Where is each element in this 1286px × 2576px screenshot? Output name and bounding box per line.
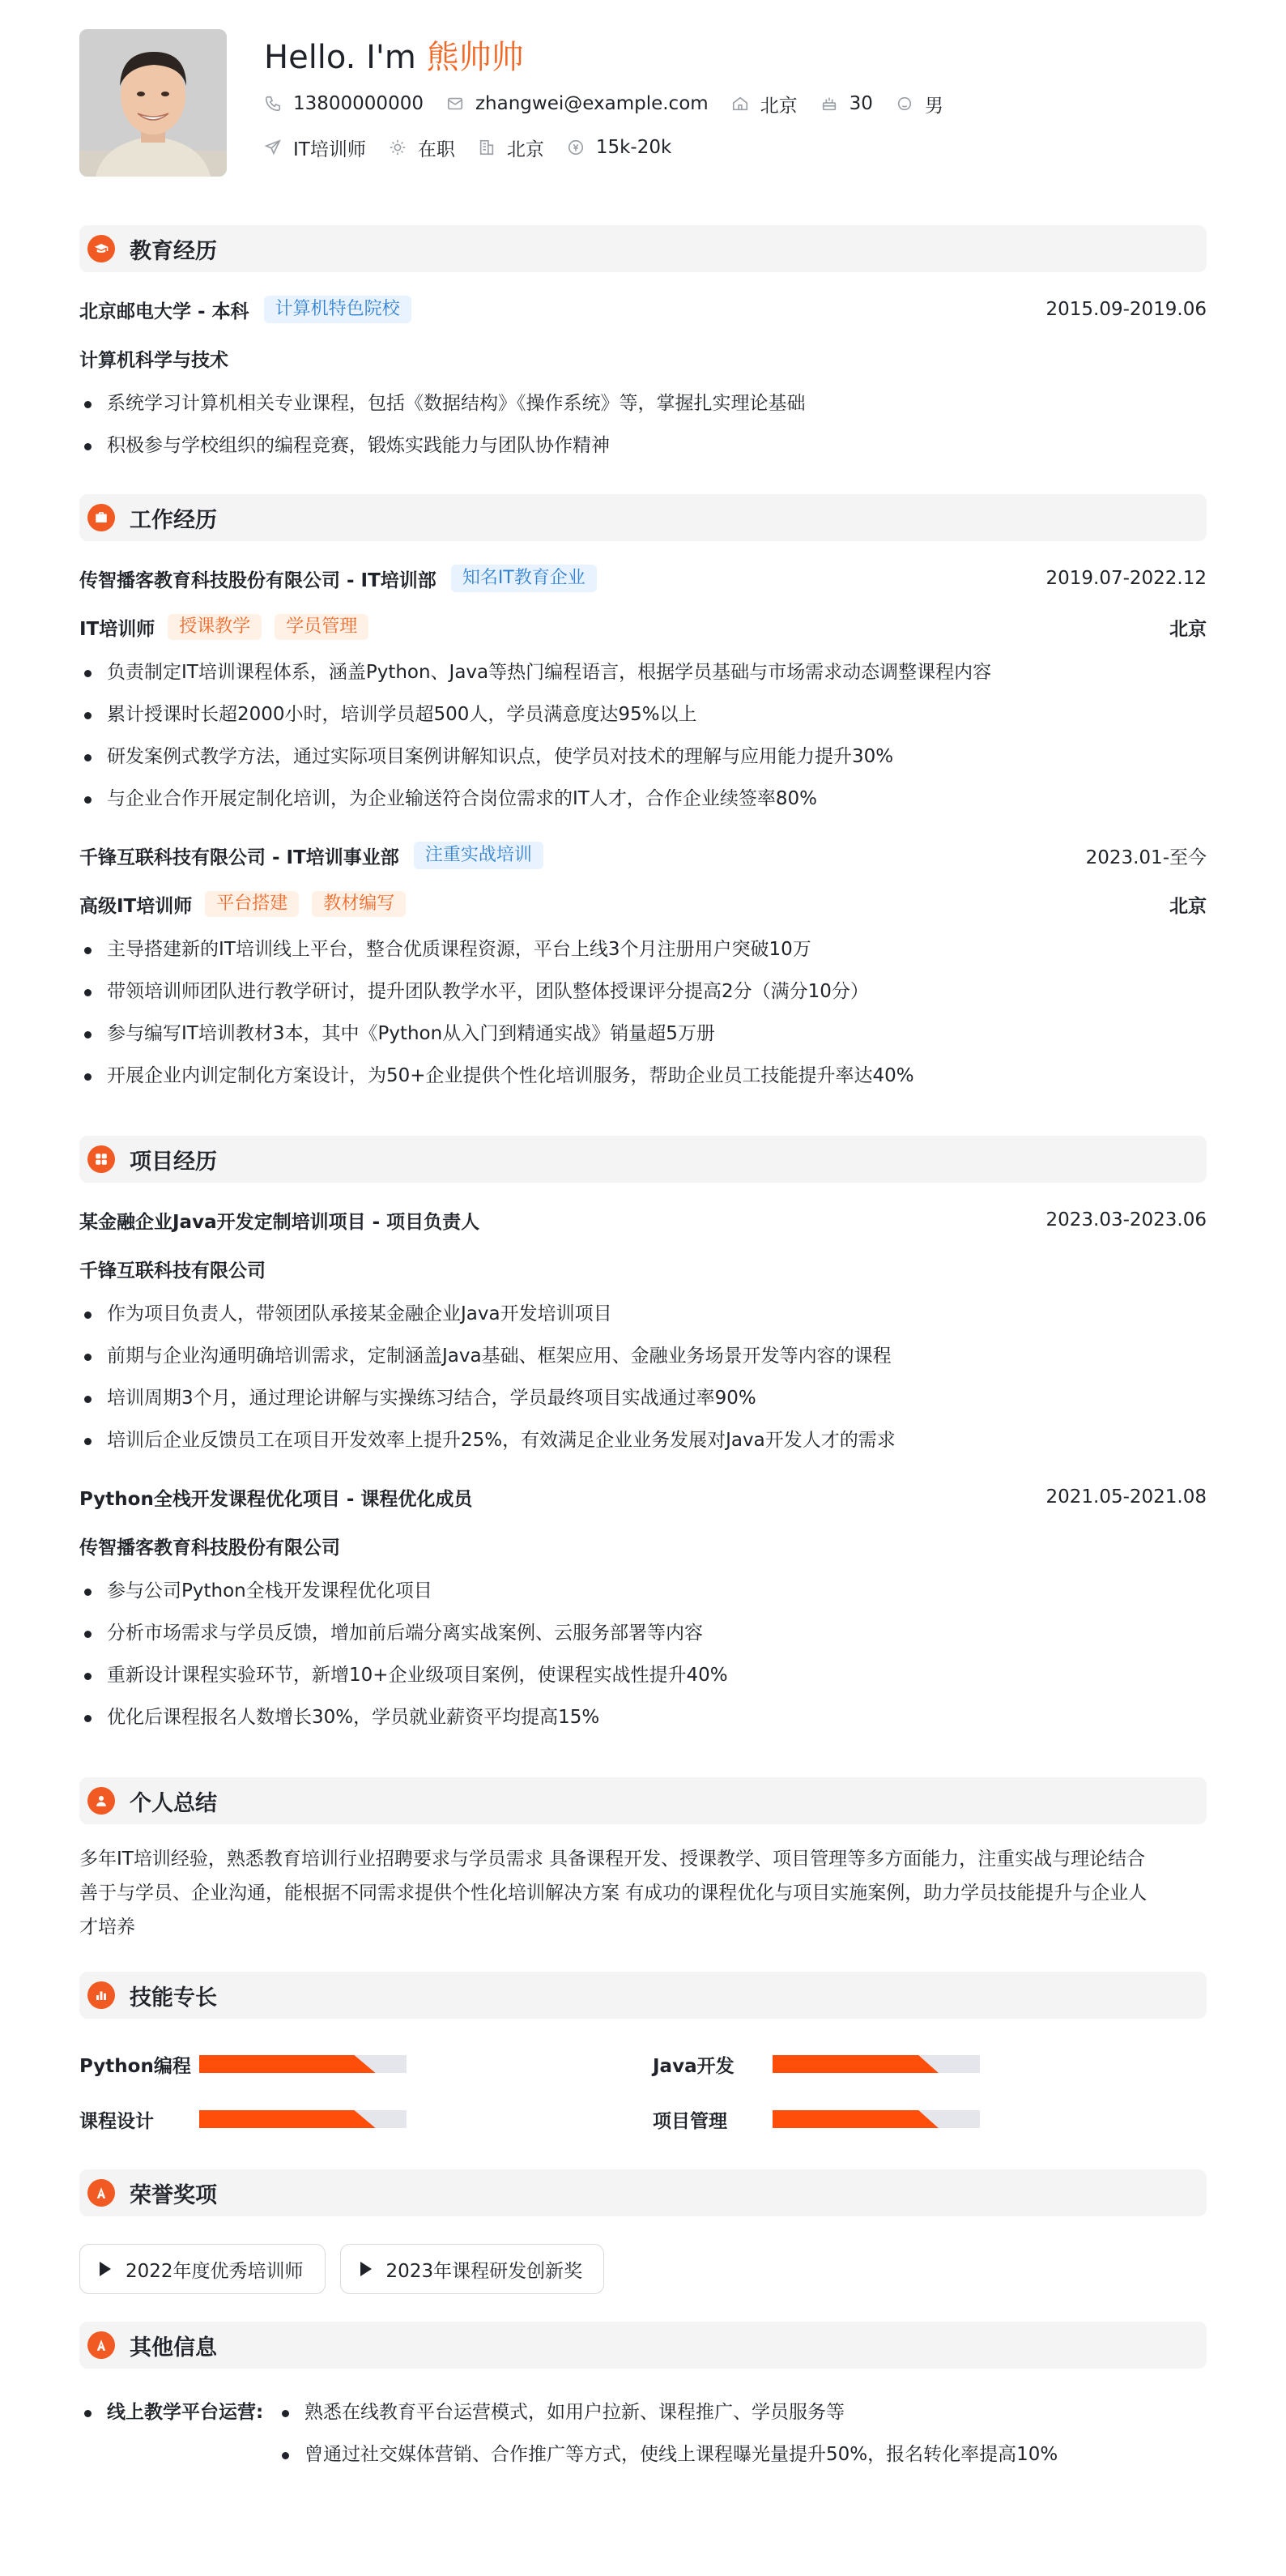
work-entry [79, 554, 1207, 820]
status-item: 在职 [389, 134, 455, 161]
company-name: 千锋互联科技有限公司 - IT培训事业部 [79, 847, 399, 868]
skill-name: 项目管理 [653, 2110, 727, 2132]
phone-item: 13800000000 [264, 93, 424, 114]
section-title: 个人总结 [130, 1790, 217, 1816]
list-item: 前期与企业沟通明确培训需求，定制涵盖Java基础、框架应用、金融业务场景开发等内容的课程 [79, 1335, 1207, 1377]
work-date: 2023.01-至今 [1085, 847, 1207, 868]
list-item: 熟悉在线教育平台运营模式，如用户拉新、课程推广、学员服务等 [277, 2391, 1058, 2433]
skill-bar-fill [773, 2055, 939, 2073]
work-location: 北京 [1169, 895, 1207, 917]
skills-grid [79, 2036, 1207, 2147]
city-item: 北京 [731, 91, 798, 117]
work-location: 北京 [1169, 618, 1207, 640]
cake-icon [820, 95, 838, 113]
role-tag: 授课教学 [168, 614, 262, 640]
skill-name: 课程设计 [79, 2110, 154, 2132]
header-info [264, 29, 966, 168]
honors-list [79, 2244, 1207, 2294]
project-name: 某金融企业Java开发定制培训项目 - 项目负责人 [79, 1211, 480, 1233]
honors-section-header [79, 2169, 1207, 2216]
project-name: Python全栈开发课程优化项目 - 课程优化成员 [79, 1488, 473, 1510]
play-icon [100, 2262, 111, 2276]
list-item: 开展企业内训定制化方案设计，为50+企业提供个性化培训服务，帮助企业员工技能提升率达40% [79, 1055, 1207, 1097]
section-title: 工作经历 [130, 507, 217, 533]
list-item: 累计授课时长超2000小时，培训学员超500人，学员满意度达95%以上 [79, 693, 1207, 736]
skill-item [79, 2092, 653, 2147]
list-item: 分析市场需求与学员反馈，增加前后端分离实战案例、云服务部署等内容 [79, 1612, 1207, 1654]
education-bullets [79, 382, 1207, 467]
skill-item [653, 2036, 1139, 2092]
job-role: IT培训师 [79, 618, 155, 640]
skill-name: Python编程 [79, 2055, 191, 2077]
work-bullets [79, 651, 1207, 820]
major: 计算机科学与技术 [79, 349, 228, 371]
role-tag: 平台搭建 [205, 891, 299, 917]
skill-bar-fill [773, 2110, 939, 2128]
skills-section-header [79, 1972, 1207, 2019]
school-tag: 计算机特色院校 [264, 296, 411, 323]
list-item: 优化后课程报名人数增长30%，学员就业薪资平均提高15% [79, 1696, 1207, 1738]
summary-text: 多年IT培训经验，熟悉教育培训行业招聘要求与学员需求 具备课程开发、授课教学、项目管理等多方面能力，注重实战与理论结合 善于与学员、企业沟通，能根据不同需求提供个性化培训解决方案 有成功的课程优化与项目实施案例，助力学员技能提升与企业人 才培养 [79, 1849, 1148, 1938]
home-icon [731, 95, 749, 113]
project-date: 2021.05-2021.08 [1045, 1486, 1207, 1508]
resume-header [79, 29, 1207, 191]
skill-bar-fill [199, 2110, 376, 2128]
building-icon [478, 139, 496, 156]
skill-bar-fill [199, 2055, 376, 2073]
list-item: 负责制定IT培训课程体系，涵盖Python、Java等热门编程语言，根据学员基础与市场需求动态调整课程内容 [79, 651, 1207, 693]
section-title: 教育经历 [130, 238, 217, 264]
contact-row [264, 83, 966, 125]
list-item: 主导搭建新的IT培训线上平台，整合优质课程资源，平台上线3个月注册用户突破10万 [79, 928, 1207, 970]
other-section-header [79, 2322, 1207, 2369]
skill-bar [199, 2055, 407, 2073]
other-bullets [277, 2391, 1058, 2476]
other-info [79, 2391, 1207, 2476]
skill-item [79, 2036, 653, 2092]
gender-icon [896, 95, 913, 113]
company-tag: 注重实战培训 [414, 842, 543, 869]
send-icon [264, 139, 282, 156]
skill-item [653, 2092, 1139, 2147]
skill-bar [773, 2110, 980, 2128]
briefcase-icon [87, 504, 115, 531]
project-date: 2023.03-2023.06 [1045, 1209, 1207, 1230]
gender-item: 男 [896, 91, 943, 117]
skill-name: Java开发 [653, 2055, 735, 2077]
job-role: 高级IT培训师 [79, 895, 193, 917]
list-item: 培训后企业反馈员工在项目开发效率上提升25%，有效满足企业业务发展对Java开发人才的需求 [79, 1419, 1207, 1461]
job-row [264, 126, 966, 168]
salary-item: 15k-20k [567, 137, 671, 158]
greeting: Hello. I'm 熊帅帅 [264, 39, 524, 76]
role-tag: 教材编写 [312, 891, 406, 917]
list-item: 参与编写IT培训教材3本，其中《Python从入门到精通实战》销量超5万册 [79, 1013, 1207, 1055]
work-date: 2019.07-2022.12 [1045, 568, 1207, 589]
position-item: IT培训师 [264, 134, 366, 161]
list-item: 带领培训师团队进行教学研讨，提升团队教学水平，团队整体授课评分提高2分（满分10分） [79, 970, 1207, 1013]
mail-icon [446, 95, 464, 113]
avatar [79, 29, 227, 177]
honor-item: 2022年度优秀培训师 [79, 2244, 326, 2294]
user-icon [87, 1787, 115, 1815]
project-entry [79, 1473, 1207, 1738]
section-title: 其他信息 [130, 2335, 217, 2361]
bar-chart-icon [87, 1981, 115, 2009]
education-entry [79, 285, 1207, 467]
list-item: 重新设计课程实验环节，新增10+企业级项目案例，使课程实战性提升40% [79, 1654, 1207, 1696]
work-entry [79, 831, 1207, 1097]
project-org: 传智播客教育科技股份有限公司 [79, 1537, 340, 1559]
list-item: 积极参与学校组织的编程竞赛，锻炼实践能力与团队协作精神 [79, 424, 1207, 467]
education-section-header [79, 225, 1207, 272]
role-tag: 学员管理 [275, 614, 368, 640]
projects-section-header [79, 1136, 1207, 1183]
work-section-header [79, 494, 1207, 541]
summary-section-header [79, 1777, 1207, 1824]
list-item: 参与公司Python全栈开发课程优化项目 [79, 1570, 1207, 1612]
list-item: 曾通过社交媒体营销、合作推广等方式，使线上课程曝光量提升50%，报名转化率提高10% [277, 2433, 1058, 2476]
play-icon [360, 2262, 372, 2276]
status-icon [389, 139, 407, 156]
other-label: 线上教学平台运营: [79, 2391, 277, 2433]
section-title: 项目经历 [130, 1149, 217, 1175]
list-item: 与企业合作开展定制化培训，为企业输送符合岗位需求的IT人才，合作企业续签率80% [79, 778, 1207, 820]
award-icon [87, 2179, 115, 2207]
company-tag: 知名IT教育企业 [451, 565, 597, 592]
email-item: zhangwei@example.com [446, 93, 709, 114]
project-bullets [79, 1293, 1207, 1461]
salary-icon [567, 139, 585, 156]
company-name: 传智播客教育科技股份有限公司 - IT培训部 [79, 569, 436, 591]
graduation-cap-icon [87, 235, 115, 262]
project-org: 千锋互联科技有限公司 [79, 1260, 266, 1282]
work-city-item: 北京 [478, 134, 544, 161]
work-bullets [79, 928, 1207, 1097]
education-date: 2015.09-2019.06 [1045, 299, 1207, 320]
phone-icon [264, 95, 282, 113]
list-item: 研发案例式教学方法，通过实际项目案例讲解知识点，使学员对技术的理解与应用能力提升30% [79, 736, 1207, 778]
section-title: 技能专长 [130, 1985, 217, 2011]
list-item: 系统学习计算机相关专业课程，包括《数据结构》《操作系统》等，掌握扎实理论基础 [79, 382, 1207, 424]
list-item: 培训周期3个月，通过理论讲解与实操练习结合，学员最终项目实战通过率90% [79, 1377, 1207, 1419]
project-bullets [79, 1570, 1207, 1738]
age-item: 30 [820, 93, 873, 114]
project-entry [79, 1196, 1207, 1461]
grid-icon [87, 1145, 115, 1173]
skill-bar [773, 2055, 980, 2073]
skill-bar [199, 2110, 407, 2128]
section-title: 荣誉奖项 [130, 2182, 217, 2208]
list-item: 作为项目负责人，带领团队承接某金融企业Java开发培训项目 [79, 1293, 1207, 1335]
school-name: 北京邮电大学 - 本科 [79, 301, 249, 322]
info-icon [87, 2331, 115, 2359]
honor-item: 2023年课程研发创新奖 [340, 2244, 605, 2294]
candidate-name: 熊帅帅 [426, 39, 524, 76]
